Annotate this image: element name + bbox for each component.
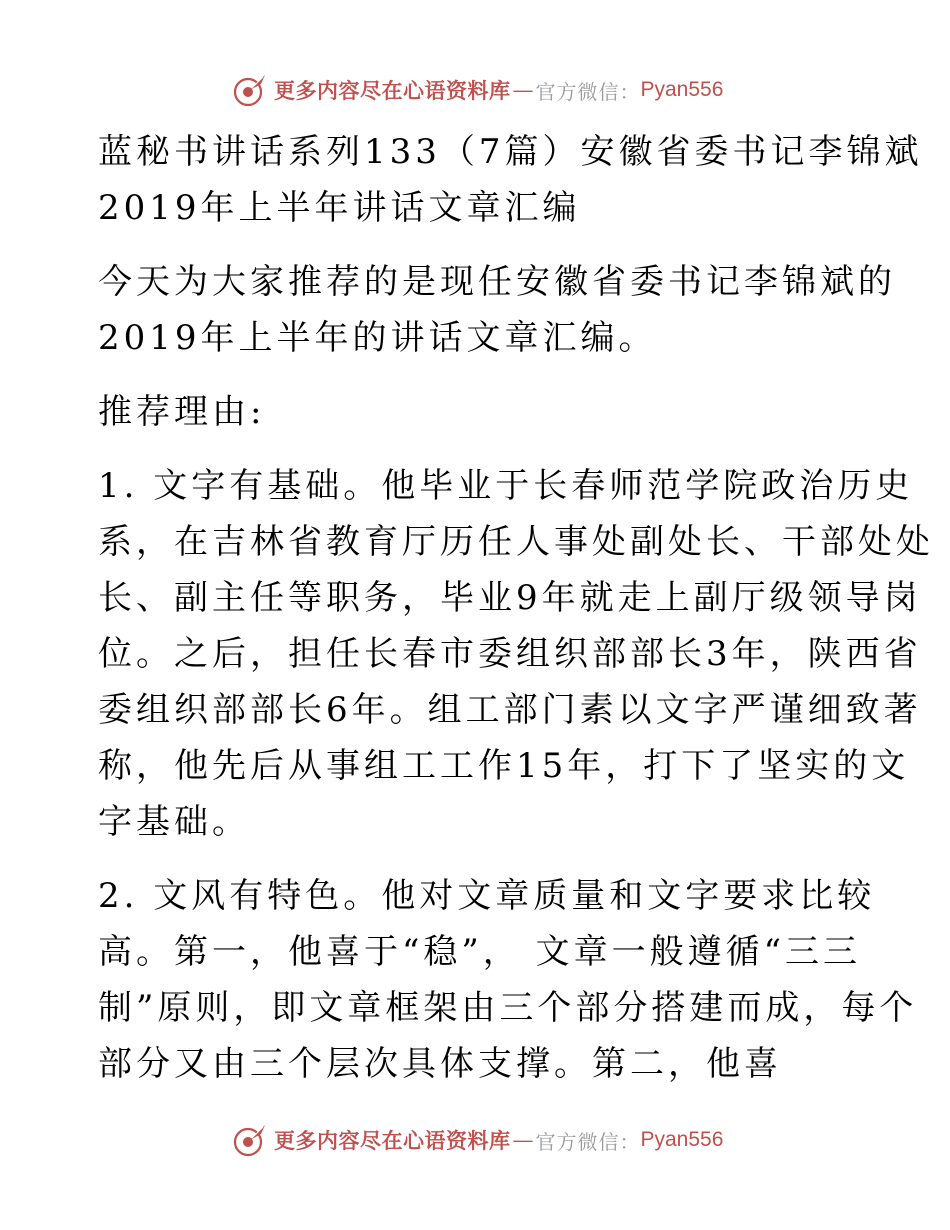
quill-logo-icon xyxy=(232,72,268,108)
intro-line: 2019年上半年的讲话文章汇编。 xyxy=(98,318,657,358)
reason-2-paragraph xyxy=(98,868,918,1092)
watermark-wechat-id: Pyan556 xyxy=(640,1128,724,1151)
reason-2-line: 2. 文风有特色。他对文章质量和文字要求比较 xyxy=(98,876,876,916)
reason-1-line: 长、副主任等职务，毕业9年就走上副厅级领导岗 xyxy=(98,578,922,618)
header-watermark xyxy=(232,70,723,110)
document-title xyxy=(98,124,923,236)
intro-line: 今天为大家推荐的是现任安徽省委书记李锦斌的 xyxy=(98,262,896,302)
reason-1-paragraph xyxy=(98,458,934,850)
reason-1-line: 称，他先后从事组工工作15年，打下了坚实的文 xyxy=(98,746,910,786)
reason-1-line: 1. 文字有基础。他毕业于长春师范学院政治历史 xyxy=(98,466,914,506)
reasons-heading-text: 推荐理由: xyxy=(98,392,266,432)
watermark-dash: — xyxy=(512,78,534,102)
title-line: 蓝秘书讲话系列133（7篇）安徽省委书记李锦斌 xyxy=(98,132,923,172)
reason-2-line: 高。第一，他喜于“稳”， 文章一般遵循“三三 xyxy=(98,932,861,972)
reasons-heading xyxy=(98,384,858,440)
reason-1-line: 委组织部部长6年。组工部门素以文字严谨细致著 xyxy=(98,690,922,730)
reason-2-line: 制”原则，即文章框架由三个部分搭建而成，每个 xyxy=(98,988,918,1028)
document-body xyxy=(98,124,934,1092)
reason-2-line: 部分又由三个层次具体支撑。第二，他喜 xyxy=(98,1044,782,1084)
reason-1-line: 字基础。 xyxy=(98,802,250,842)
watermark-label: 官方微信： xyxy=(535,79,641,104)
title-line: 2019年上半年讲话文章汇编 xyxy=(98,188,581,228)
watermark-dash: — xyxy=(512,1128,534,1152)
reason-1-line: 系，在吉林省教育厅历任人事处副处长、干部处处 xyxy=(98,522,934,562)
reason-1-line: 位。之后，担任长春市委组织部部长3年，陕西省 xyxy=(98,634,922,674)
intro-paragraph xyxy=(98,254,896,366)
footer-watermark xyxy=(232,1120,723,1160)
watermark-label: 官方微信： xyxy=(535,1129,641,1154)
quill-logo-icon xyxy=(232,1122,268,1158)
watermark-site-text: 更多内容尽在心语资料库 xyxy=(274,1128,511,1153)
watermark-site-text: 更多内容尽在心语资料库 xyxy=(274,78,511,103)
watermark-wechat-id: Pyan556 xyxy=(640,78,724,101)
